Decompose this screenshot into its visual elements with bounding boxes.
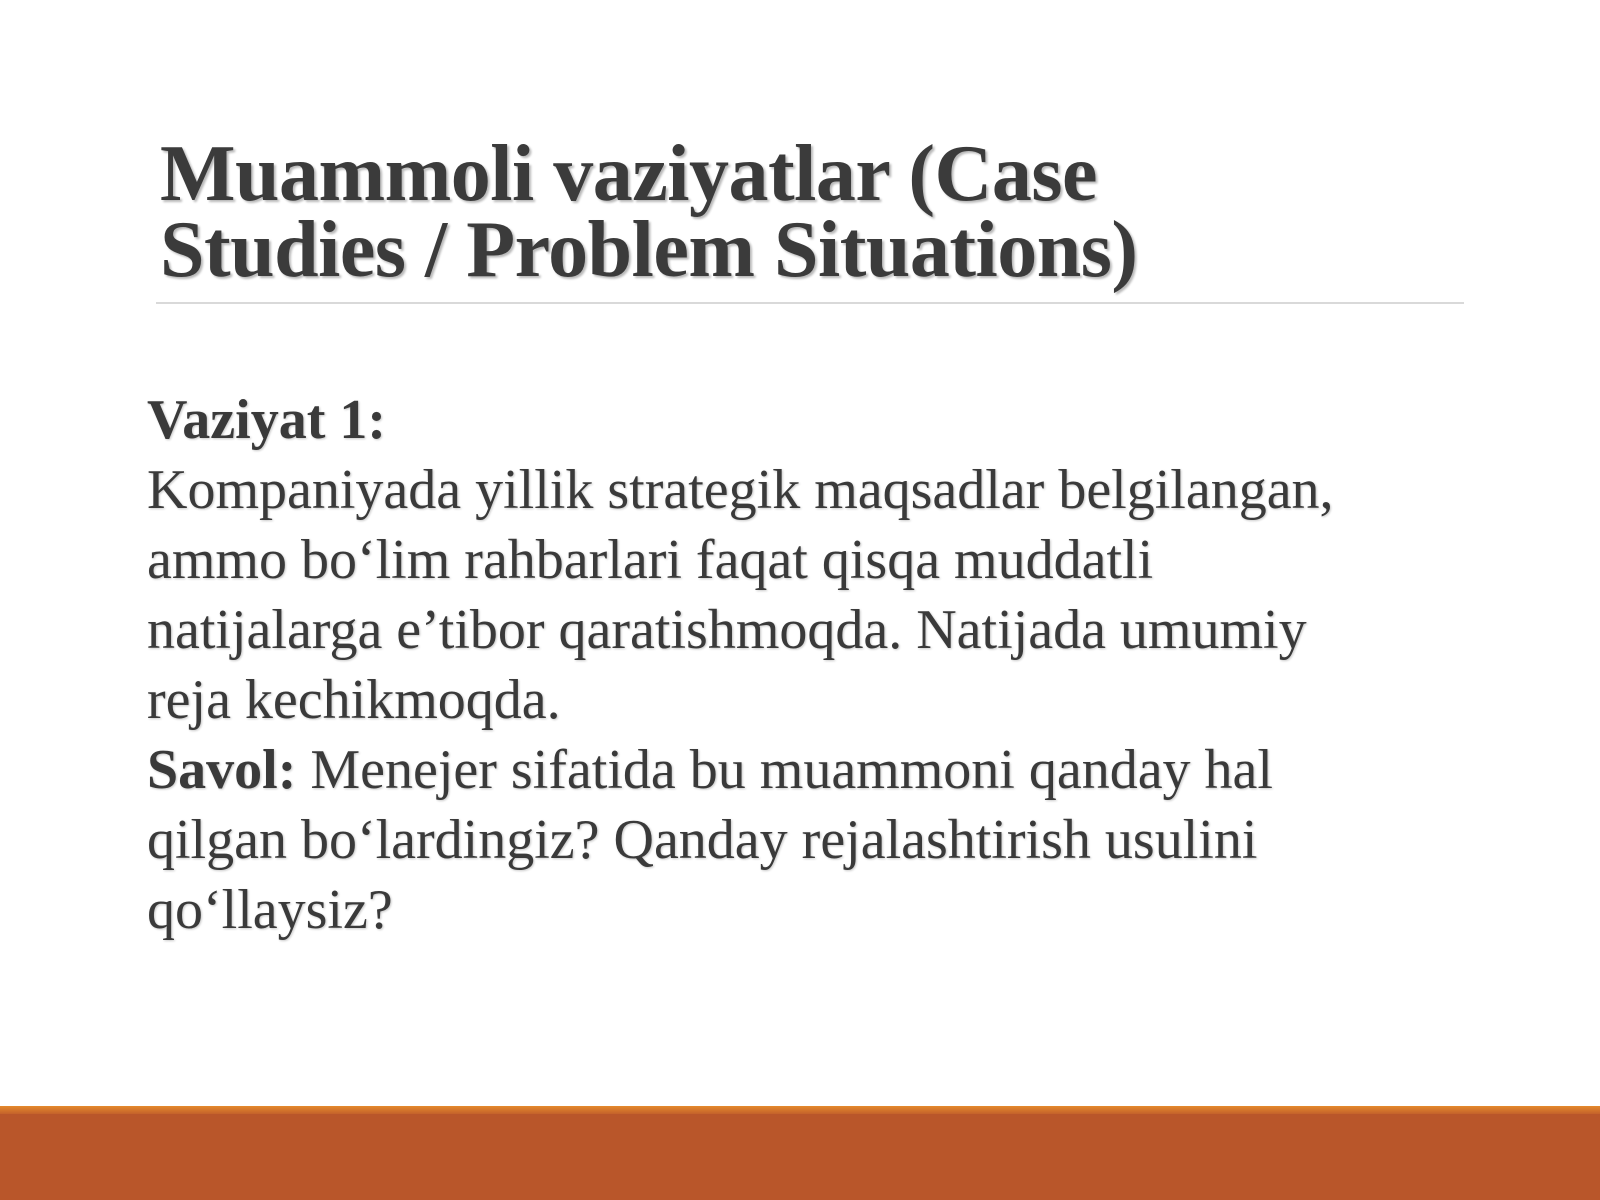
question-text-line: qo‘llaysiz? bbox=[147, 879, 393, 941]
case-text-line: reja kechikmoqda. bbox=[147, 669, 561, 731]
footer-band-highlight bbox=[0, 1106, 1600, 1114]
slide-title-line: Studies / Problem Situations) bbox=[160, 206, 1138, 294]
case-text-line: natijalarga e’tibor qaratishmoqda. Natijada umumiy bbox=[147, 599, 1307, 661]
footer-band bbox=[0, 1106, 1600, 1200]
question-paragraph bbox=[147, 735, 1487, 805]
title-divider bbox=[156, 302, 1464, 304]
case-label: Vaziyat 1: bbox=[147, 389, 387, 451]
slide-title bbox=[160, 130, 1460, 294]
slide-title-line: Muammoli vaziyatlar (Case bbox=[160, 130, 1097, 218]
case-text-line: Kompaniyada yillik strategik maqsadlar belgilangan, bbox=[147, 459, 1334, 521]
question-label: Savol: bbox=[147, 739, 297, 801]
question-text: Menejer sifatida bu muammoni qanday hal bbox=[296, 739, 1273, 801]
slide-body bbox=[147, 385, 1487, 945]
question-text-line: qilgan bo‘lardingiz? Qanday rejalashtirish usulini bbox=[147, 809, 1258, 871]
case-text-line: ammo bo‘lim rahbarlari faqat qisqa muddatli bbox=[147, 529, 1154, 591]
